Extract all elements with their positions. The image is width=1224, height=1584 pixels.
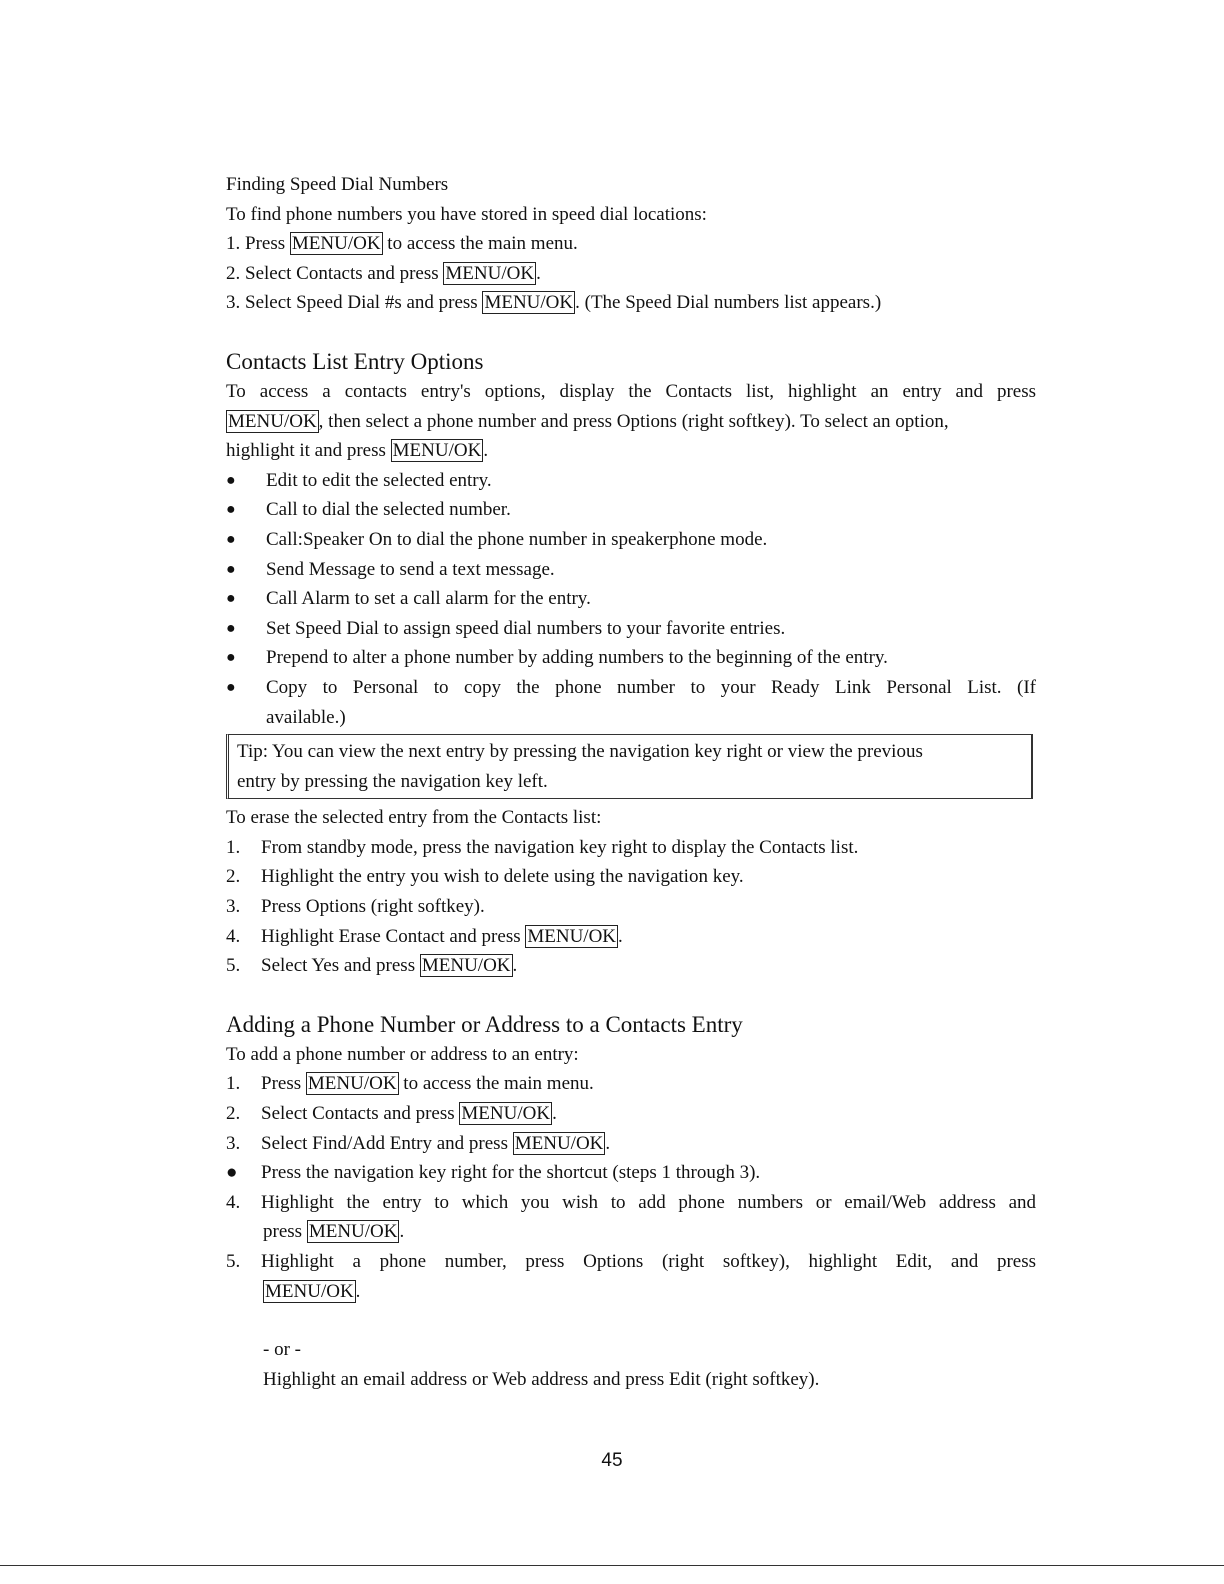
menu-ok-key: MENU/OK [514, 1132, 604, 1154]
manual-page [226, 170, 1036, 1394]
menu-ok-key: MENU/OK [291, 233, 381, 255]
or-separator: - or - [263, 1339, 301, 1361]
add-step: 3. Select Find/Add Entry and press MENU/OK . [226, 1132, 611, 1154]
option-bullet: ● Edit to edit the selected entry. [226, 466, 1036, 496]
page-bottom-rule [0, 1565, 1224, 1566]
add-number-intro: To add a phone number or address to an entry: [226, 1043, 579, 1065]
bullet-icon: ● [226, 619, 236, 637]
speed-dial-step-2: 2. Select Contacts and press MENU/OK . [226, 262, 541, 284]
option-bullet: ● Call Alarm to set a call alarm for the entry. [226, 584, 1036, 614]
erase-step: 3. Press Options (right softkey). [226, 896, 485, 918]
option-bullet: ● Call:Speaker On to dial the phone number in speakerphone mode. [226, 525, 1036, 555]
entry-options-para-line-3: highlight it and press MENU/OK . [226, 440, 489, 462]
add-step: 1. Press MENU/OK to access the main menu. [226, 1073, 594, 1095]
page-number: 45 [601, 1450, 623, 1471]
menu-ok-key: MENU/OK [308, 1221, 398, 1243]
add-step: 4. Highlight the entry to which you wish to add phone numbers or email/Web address and [226, 1191, 1036, 1213]
erase-intro: To erase the selected entry from the Contacts list: [226, 807, 602, 829]
add-number-heading: Adding a Phone Number or Address to a Contacts Entry [226, 1011, 743, 1037]
menu-ok-key: MENU/OK [484, 292, 574, 314]
speed-dial-step-3: 3. Select Speed Dial #s and press MENU/OK . (The Speed Dial numbers list appears.) [226, 292, 882, 314]
add-step-continuation: press MENU/OK . [263, 1221, 405, 1243]
erase-step: 5. Select Yes and press MENU/OK . [226, 955, 518, 977]
tip-line-2: entry by pressing the navigation key left. [237, 770, 548, 792]
entry-options-para-line-2: MENU/OK , then select a phone number and press Options (right softkey). To select an option, [228, 410, 949, 432]
speed-dial-intro: To find phone numbers you have stored in speed dial locations: [226, 203, 707, 225]
menu-ok-key: MENU/OK [461, 1103, 551, 1125]
bullet-icon: ● [226, 590, 236, 608]
alternative-step: Highlight an email address or Web address and press Edit (right softkey). [263, 1368, 820, 1390]
menu-ok-key: MENU/OK [228, 410, 317, 432]
shortcut-bullet: ● Press the navigation key right for the shortcut (steps 1 through 3). [226, 1158, 1036, 1188]
bullet-icon: ● [226, 530, 236, 548]
erase-step: 1. From standby mode, press the navigation key right to display the Contacts list. [226, 836, 859, 858]
menu-ok-key: MENU/OK [392, 440, 482, 462]
menu-ok-key: MENU/OK [265, 1280, 354, 1302]
bullet-icon: ● [226, 1162, 238, 1184]
tip-line-1: Tip: You can view the next entry by pressing the navigation key right or view the previous [237, 741, 923, 763]
option-bullet-continuation: available.) [266, 706, 346, 728]
menu-ok-key: MENU/OK [527, 925, 617, 947]
entry-options-para-line-1: To access a contacts entry's options, display the Contacts list, highlight an entry and press [226, 380, 1036, 402]
option-bullet: ● Call to dial the selected number. [226, 495, 1036, 525]
add-step: 5. Highlight a phone number, press Options (right softkey), highlight Edit, and press [226, 1251, 1036, 1272]
speed-dial-heading: Finding Speed Dial Numbers [226, 174, 449, 195]
bullet-icon: ● [226, 501, 236, 519]
erase-step: 2. Highlight the entry you wish to delete using the navigation key. [226, 866, 744, 888]
add-step-continuation: MENU/OK . [265, 1280, 361, 1302]
bullet-icon: ● [226, 649, 236, 667]
add-step: 2. Select Contacts and press MENU/OK . [226, 1103, 557, 1125]
option-bullet: ● Send Message to send a text message. [226, 555, 1036, 585]
option-bullet: ● Copy to Personal to copy the phone number to your Ready Link Personal List. (If [226, 673, 1036, 703]
menu-ok-key: MENU/OK [445, 262, 535, 284]
option-bullet: ● Prepend to alter a phone number by adding numbers to the beginning of the entry. [226, 643, 1036, 673]
menu-ok-key: MENU/OK [421, 955, 511, 977]
erase-step: 4. Highlight Erase Contact and press MENU/OK . [226, 925, 623, 947]
entry-options-heading: Contacts List Entry Options [226, 348, 484, 374]
bullet-icon: ● [226, 560, 236, 578]
bullet-icon: ● [226, 678, 236, 696]
tip-box [226, 734, 1033, 799]
option-bullet: ● Set Speed Dial to assign speed dial numbers to your favorite entries. [226, 614, 1036, 644]
menu-ok-key: MENU/OK [307, 1073, 397, 1095]
speed-dial-step-1: 1. Press MENU/OK to access the main menu. [226, 233, 578, 255]
bullet-icon: ● [226, 471, 236, 489]
